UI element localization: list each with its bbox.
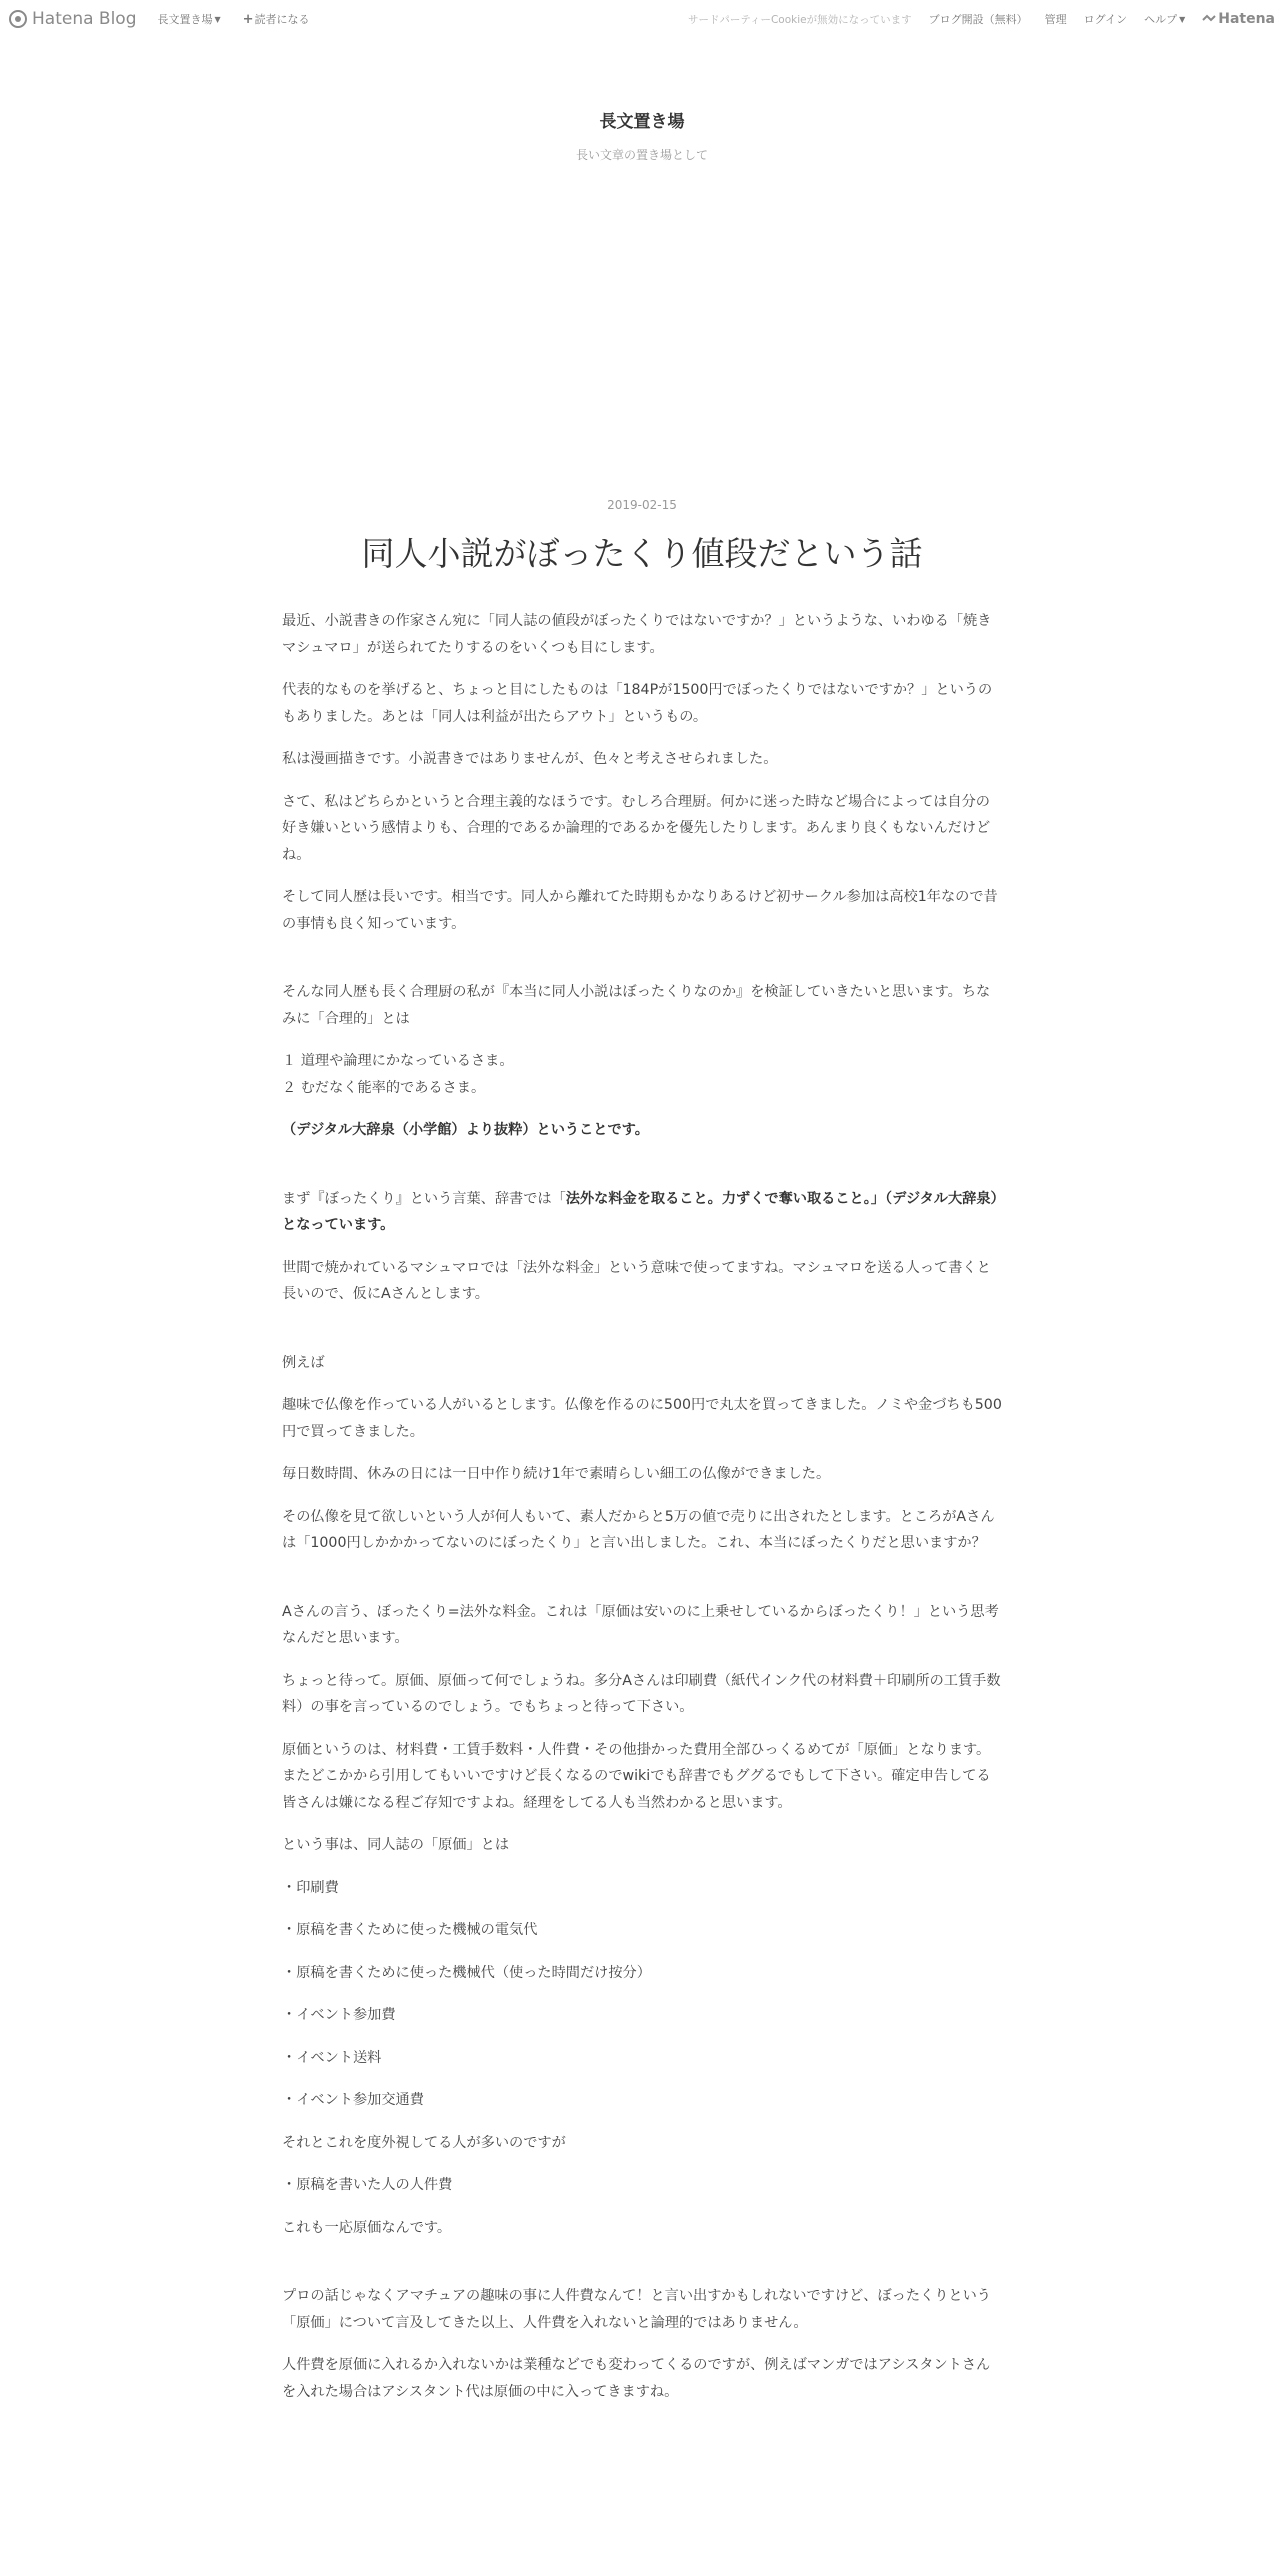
- global-header-right: [688, 0, 1284, 38]
- definition-list: [282, 1048, 1004, 1101]
- chevron-down-icon: ▼: [1179, 14, 1186, 24]
- entry-paragraph: [282, 1186, 1004, 1239]
- subscribe-button[interactable]: [243, 11, 310, 27]
- entry-paragraph: 世間で焼かれているマシュマロでは「法外な料金」という意味で使ってますね。マシュマロを送る人って書くと長いので、仮にAさんとします。: [282, 1259, 991, 1302]
- hatena-logo-icon: [1202, 13, 1216, 25]
- hatena-blog-logo[interactable]: Hatena Blog: [32, 9, 137, 29]
- blog-description: 長い文章の置き場として: [575, 148, 708, 162]
- hatena-brand-link[interactable]: [1202, 11, 1275, 27]
- login-link[interactable]: ログイン: [1083, 13, 1128, 26]
- plus-icon: +: [242, 11, 254, 27]
- entry-paragraph: Aさんの言う、ぼったくり=法外な料金。これは「原価は安いのに上乗せしているからぼったくり！」という思考なんだと思います。: [282, 1603, 999, 1646]
- list-item: ・イベント参加交通費: [282, 2092, 424, 2108]
- definition-item: １ 道理や論理にかなっているさま。: [282, 1053, 514, 1069]
- global-header-left: [9, 0, 310, 38]
- entry-paragraph: 最近、小説書きの作家さん宛に「同人誌の値段がぼったくりではないですか？」というような、いわゆる「焼きマシュマロ」が送られてたりするのをいくつも目にします。: [282, 613, 992, 656]
- help-dropdown[interactable]: [1144, 11, 1185, 27]
- entry-date[interactable]: 2019-02-15: [607, 498, 677, 512]
- list-item: ・原稿を書くために使った機械代（使った時間だけ按分）: [282, 1964, 651, 1981]
- admin-link[interactable]: 管理: [1044, 13, 1067, 26]
- blog-header: [0, 108, 1284, 164]
- blog-menu-dropdown[interactable]: [158, 11, 221, 27]
- definition-item: ２ むだなく能率的であるさま。: [282, 1079, 486, 1096]
- list-item: ・イベント送料: [282, 2049, 382, 2066]
- entry-paragraph: そして同人歴は長いです。相当です。同人から離れてた時期もかなりあるけど初サークル参加は高校1年なので昔の事情も良く知っています。: [282, 889, 998, 932]
- entry-paragraph: 人件費を原価に入れるか入れないかは業種などでも変わってくるのですが、例えばマンガではアシスタントさんを入れた場合はアシスタント代は原価の中に入ってきますね。: [282, 2357, 991, 2400]
- hatena-blog-logo-icon[interactable]: [9, 10, 27, 28]
- citation-text: （デジタル大辞泉（小学館）より抜粋）ということです。: [282, 1122, 649, 1138]
- global-header: [0, 0, 1284, 38]
- entry-paragraph: という事は、同人誌の「原価」とは: [282, 1837, 510, 1853]
- list-item: ・印刷費: [282, 1879, 339, 1896]
- entry-paragraph: そんな同人歴も長く合理厨の私が『本当に同人小説はぼったくりなのか』を検証していきたいと思います。ちなみに「合理的」とは: [282, 984, 991, 1027]
- open-blog-link[interactable]: ブログ開設（無料）: [928, 13, 1028, 26]
- list-item: ・原稿を書いた人の人件費: [282, 2177, 453, 2193]
- entry-paragraph: [282, 1117, 1004, 1144]
- emphasis-text: 法外な料金を取ること。力ずくで奪い取ること。」（デジタル大辞泉）となっています。: [282, 1190, 998, 1233]
- entry-paragraph: 代表的なものを挙げると、ちょっと目にしたものは「184Pが1500円でぼったくりではないですか？」というのもありました。あとは「同人は利益が出たらアウト」というもの。: [282, 682, 993, 725]
- entry-paragraph: プロの話じゃなくアマチュアの趣味の事に人件費なんて！と言い出すかもしれないですけど、ぼったくりという「原価」について言及してきた以上、人件費を入れないと論理的ではありません。: [282, 2288, 991, 2331]
- entry-title[interactable]: 同人小説がぼったくり値段だという話: [361, 534, 923, 573]
- blog-menu-label: 長文置き場: [157, 13, 213, 26]
- entry-paragraph: 例えば: [282, 1354, 325, 1371]
- entry-paragraph: ちょっと待って。原価、原価って何でしょうね。多分Aさんは印刷費（紙代インク代の材料費＋印刷所の工賃手数料）の事を言っているのでしょう。でもちょっと待って下さい。: [282, 1672, 1001, 1715]
- help-label: ヘルプ: [1144, 13, 1178, 26]
- subscribe-label: 読者になる: [254, 13, 310, 26]
- hatena-brand-label: Hatena: [1218, 11, 1275, 27]
- entry-paragraph: 趣味で仏像を作っている人がいるとします。仏像を作るのに500円で丸太を買ってきました。ノミや金づちも500円で買ってきました。: [282, 1397, 1002, 1440]
- list-item: ・イベント参加費: [282, 2007, 396, 2023]
- blog-title[interactable]: 長文置き場: [599, 112, 685, 132]
- chevron-down-icon: ▼: [214, 14, 221, 24]
- list-item: ・原稿を書くために使った機械の電気代: [282, 1922, 538, 1938]
- entry-paragraph: これも一応原価なんです。: [282, 2219, 452, 2236]
- entry-paragraph: 私は漫画描きです。小説書きではありませんが、色々と考えさせられました。: [282, 751, 778, 767]
- entry-content: [282, 608, 1004, 2421]
- entry-paragraph: 毎日数時間、休みの日には一日中作り続け1年で素晴らしい細工の仏像ができました。: [282, 1466, 831, 1482]
- cookie-notice[interactable]: サードパーティーCookieが無効になっています: [688, 13, 912, 26]
- entry-paragraph: さて、私はどちらかというと合理主義的なほうです。むしろ合理厨。何かに迷った時など場合によっては自分の好き嫌いという感情よりも、合理的であるか論理的であるかを優先したりします。あんまり良くもないんだけどね。: [282, 793, 991, 863]
- entry-paragraph: それとこれを度外視してる人が多いのですが: [282, 2134, 566, 2151]
- entry-paragraph: その仏像を見て欲しいという人が何人もいて、素人だからと5万の値で売りに出されたとします。ところがAさんは「1000円しかかかってないのにぼったくり」と言い出しました。これ、本当にぼったくりだと思いますか？: [282, 1508, 995, 1551]
- paragraph-text: まず『ぼったくり』という言葉、辞書では「: [282, 1190, 566, 1207]
- entry-paragraph: 原価というのは、材料費・工賃手数料・人件費・その他掛かった費用全部ひっくるめてが「原価」となります。またどこかから引用してもいいですけど長くなるのでwikiでも辞書でもググるでもして下さい。確定申告してる皆さんは嫌になる程ご存知ですよね。経理をしてる人も当然わかると思います。: [282, 1741, 991, 1811]
